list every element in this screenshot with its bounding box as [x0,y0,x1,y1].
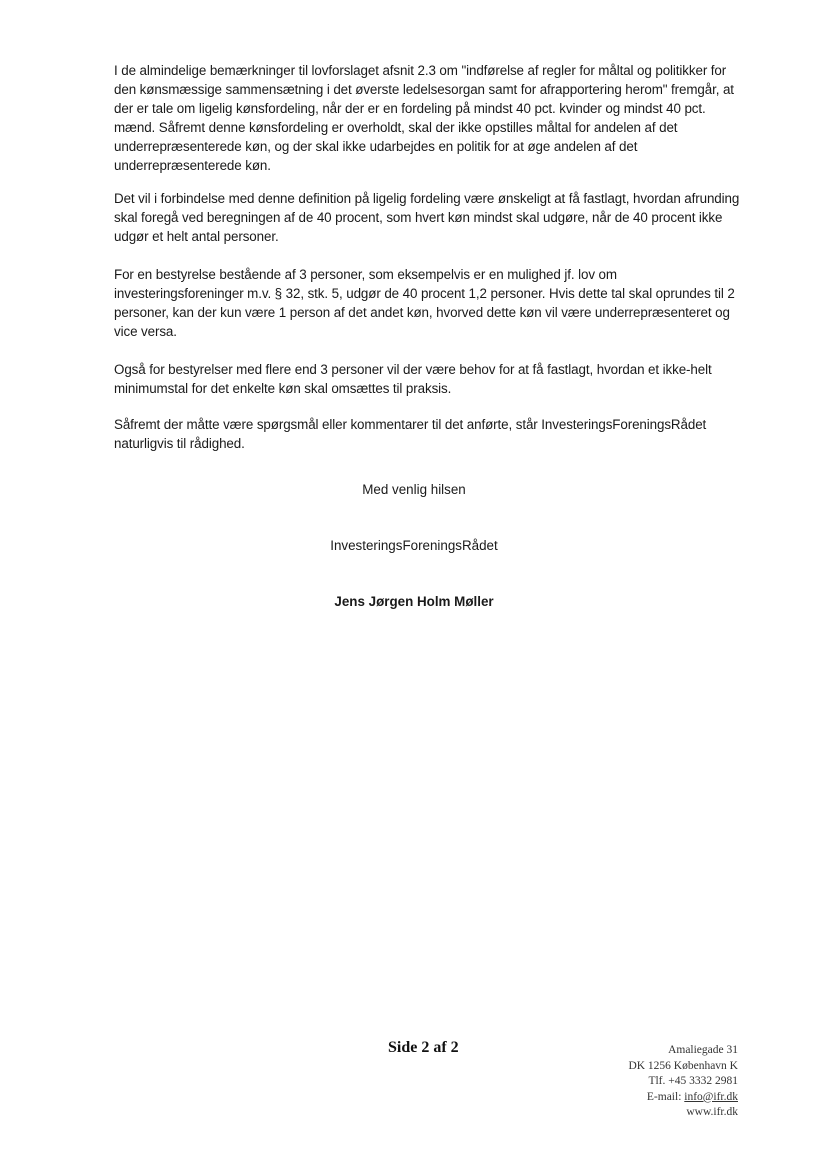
paragraph-larger-boards: Også for bestyrelser med flere end 3 personer vil der være behov for at få fastlagt, hvordan et ikke-helt minimumstal for det enkelte køn skal omsættes til praksis. [114,362,712,396]
closing-greeting: Med venlig hilsen [362,482,466,497]
address-phone: Tlf. +45 3332 2981 [648,1075,738,1087]
paragraph-contact: Såfremt der måtte være spørgsmål eller kommentarer til det anførte, står InvesteringsForeningsRådet naturligvis til rådighed. [114,417,707,451]
paragraph-three-person-board: For en bestyrelse bestående af 3 personer, som eksempelvis er en mulighed jf. lov om investeringsforeninger m.v. § 32, stk. 5, udgør de 40 procent 1,2 personer. Hvis dette tal skal oprundes til 2 personer, kan der kun være 1 person af det andet køn, hvorved dette køn vil være underrepræsenteret og vice versa. [114,267,735,339]
address-website: www.ifr.dk [686,1106,738,1118]
address-email-line [628,1090,738,1106]
paragraph-gender-distribution: I de almindelige bemærkninger til lovforslaget afsnit 2.3 om "indførelse af regler for måltal og politikker for den kønsmæssige sammensætning i det øverste ledelsesorgan samt for afrapportering herom" fremgår, at der er tale om ligelig kønsfordeling, når der er en fordeling på mindst 40 pct. kvinder og mindst 40 pct. mænd. Såfremt denne kønsfordeling er overholdt, skal der ikke opstilles måltal for andelen af det underrepræsenterede køn, og der skal ikke udarbejdes en politik for at øge andelen af det underrepræsenterede køn. [114,63,734,173]
address-city: DK 1256 København K [628,1059,738,1072]
signatory-name: Jens Jørgen Holm Møller [334,594,494,609]
sender-address [628,1043,738,1121]
email-label: E-mail: [646,1090,685,1103]
sender-organization: InvesteringsForeningsRådet [330,538,498,553]
email-link[interactable]: info@ifr.dk [684,1090,738,1103]
page-number: Side 2 af 2 [388,1039,459,1056]
address-street: Amaliegade 31 [668,1044,738,1056]
paragraph-rounding: Det vil i forbindelse med denne definition på ligelig fordeling være ønskeligt at få fastlagt, hvordan afrunding skal foregå ved beregningen af de 40 procent, som hvert køn mindst skal udgøre, når de 40 procent ikke udgør et helt antal personer. [114,191,740,244]
